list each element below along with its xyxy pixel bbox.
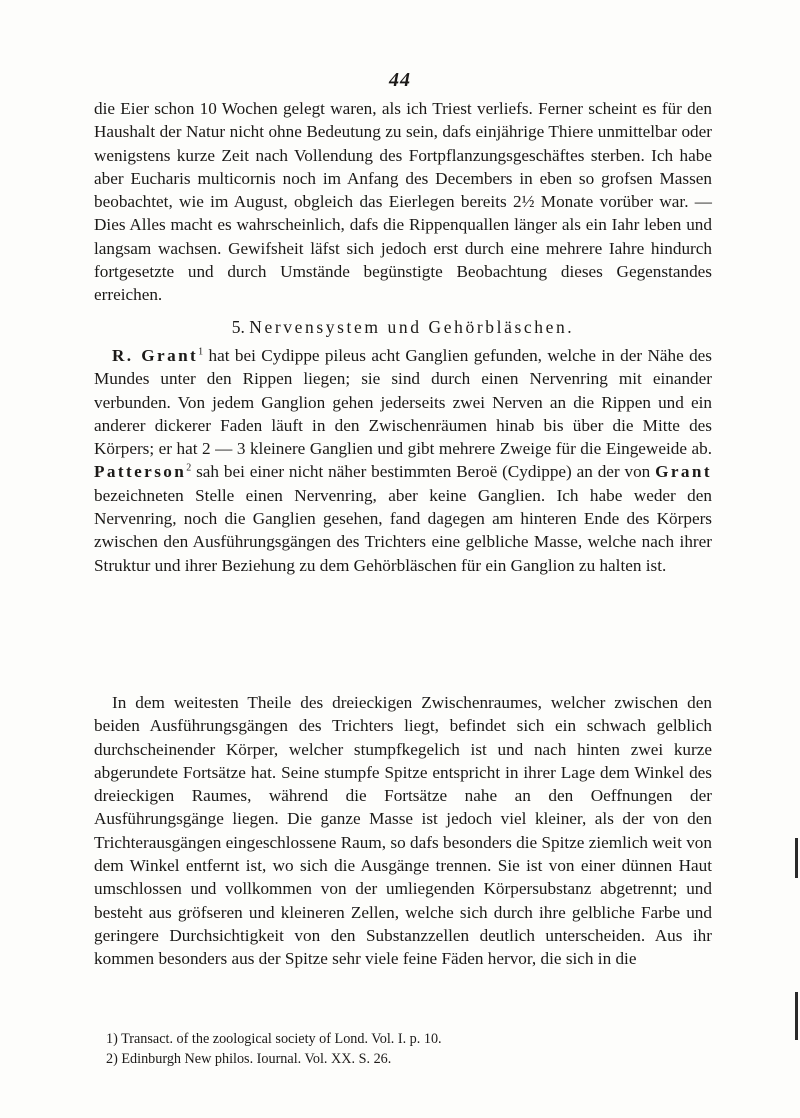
section-title: Nervensystem und Gehörbläschen. — [249, 317, 575, 337]
author-grant: R. Grant — [112, 346, 199, 365]
page-number: 44 — [389, 69, 411, 91]
footnote-ref-2: 2 — [186, 462, 192, 474]
section-number: 5. — [231, 317, 245, 337]
paragraph-3-text — [94, 691, 712, 971]
paragraph-continuation — [94, 97, 712, 307]
paragraph-2-part-3: bezeichneten Stelle einen Nervenring, aber keine Ganglien. Ich habe weder den Nervenring, noch die Ganglien gesehen, fand dagegen am hinteren Ende des Körpers zwischen den Ausführungsgängen des Trichters eine gelbliche Masse, welche nach ihrer Struktur und ihrer Beziehung zu dem Gehörbläschen für ein Ganglion zu halten ist. — [94, 485, 712, 575]
page-edge-mark — [795, 992, 798, 1040]
footnote-1: 1) Transact. of the zoological society of Lond. Vol. I. p. 10. — [106, 1031, 442, 1047]
paragraph-2-text — [94, 344, 712, 577]
paragraph-2-part-2: sah bei einer nicht näher bestimmten Beroë (Cydippe) an der von — [191, 462, 656, 482]
footnote-ref-1: 1 — [198, 346, 204, 358]
paragraph-nervous-system — [94, 344, 712, 577]
section-heading — [94, 316, 712, 339]
paragraph-ganglion-description — [94, 691, 712, 971]
footnote-2: 2) Edinburgh New philos. Iournal. Vol. XX. S. 26. — [106, 1051, 392, 1067]
page-edge-mark — [795, 838, 798, 878]
paragraph-2-part-1: hat bei Cydippe pileus acht Ganglien gefunden, welche in der Nähe des Mundes unter den Rippen liegen; sie sind durch einen Nervenring mit einander verbunden. Von jedem Ganglion gehen jederseits zwei Nerven an die Rippen und ein anderer dickerer Faden läuft in den Zwischenräumen hinab bis über die Mitte des Körpers; er hat 2 — 3 kleinere Ganglien und gibt mehrere Zweige für die Eingeweide ab. — [94, 346, 712, 459]
author-patterson: Patterson — [94, 462, 187, 482]
paragraph-3-body: In dem weitesten Theile des dreieckigen Zwischenraumes, welcher zwischen den beiden Ausführungsgängen des Trichters liegt, befindet sich ein schwach gelblich durchscheinender Körper, welcher stumpfkegelich ist und nach hinten zwei kurze abgerundete Fortsätze hat. Seine stumpfe Spitze entspricht in ihrer Lage dem Winkel des dreieckigen Raumes, während die Fortsätze nahe an den Oeffnungen der Ausführungsgänge liegen. Die ganze Masse ist jedoch viel kleiner, als der von den Trichterausgängen eingeschlossene Raum, so dafs besonders die Spitze ziemlich weit von dem Winkel entfernt ist, wo sich die Ausgänge trennen. Sie ist von einer dünnen Haut umschlossen und vollkommen von der umliegenden Körpersubstanz abgetrennt; und besteht aus gröfseren und kleineren Zellen, welche sich durch ihre gelbliche Farbe und geringere Durchsichtigkeit von den Substanzzellen deutlich unterscheiden. Aus ihr kommen besonders aus der Spitze sehr viele feine Fäden hervor, die sich in die — [94, 693, 712, 969]
author-grant-2: Grant — [655, 462, 712, 482]
footnotes — [106, 1029, 706, 1069]
paragraph-1-text: die Eier schon 10 Wochen gelegt waren, als ich Triest verliefs. Ferner scheint es für den Haushalt der Natur nicht ohne Bedeutung zu sein, dafs einjährige Thiere unmittelbar oder wenigstens kurze Zeit nach Vollendung des Fortpflanzungsgeschäftes sterben. Ich habe aber Eucharis multicornis noch im Anfang des Decembers in eben so grofsen Massen beobachtet, wie im August, obgleich das Eierlegen bereits 2½ Monate vorüber war. — Dies Alles macht es wahrscheinlich, dafs die Rippenquallen länger als ein Iahr leben und langsam wachsen. Gewifsheit läfst sich jedoch erst durch eine mehrere Iahre hindurch fortgesetzte und durch Umstände begünstigte Beobachtung dieses Gegenstandes erreichen. — [94, 99, 712, 305]
